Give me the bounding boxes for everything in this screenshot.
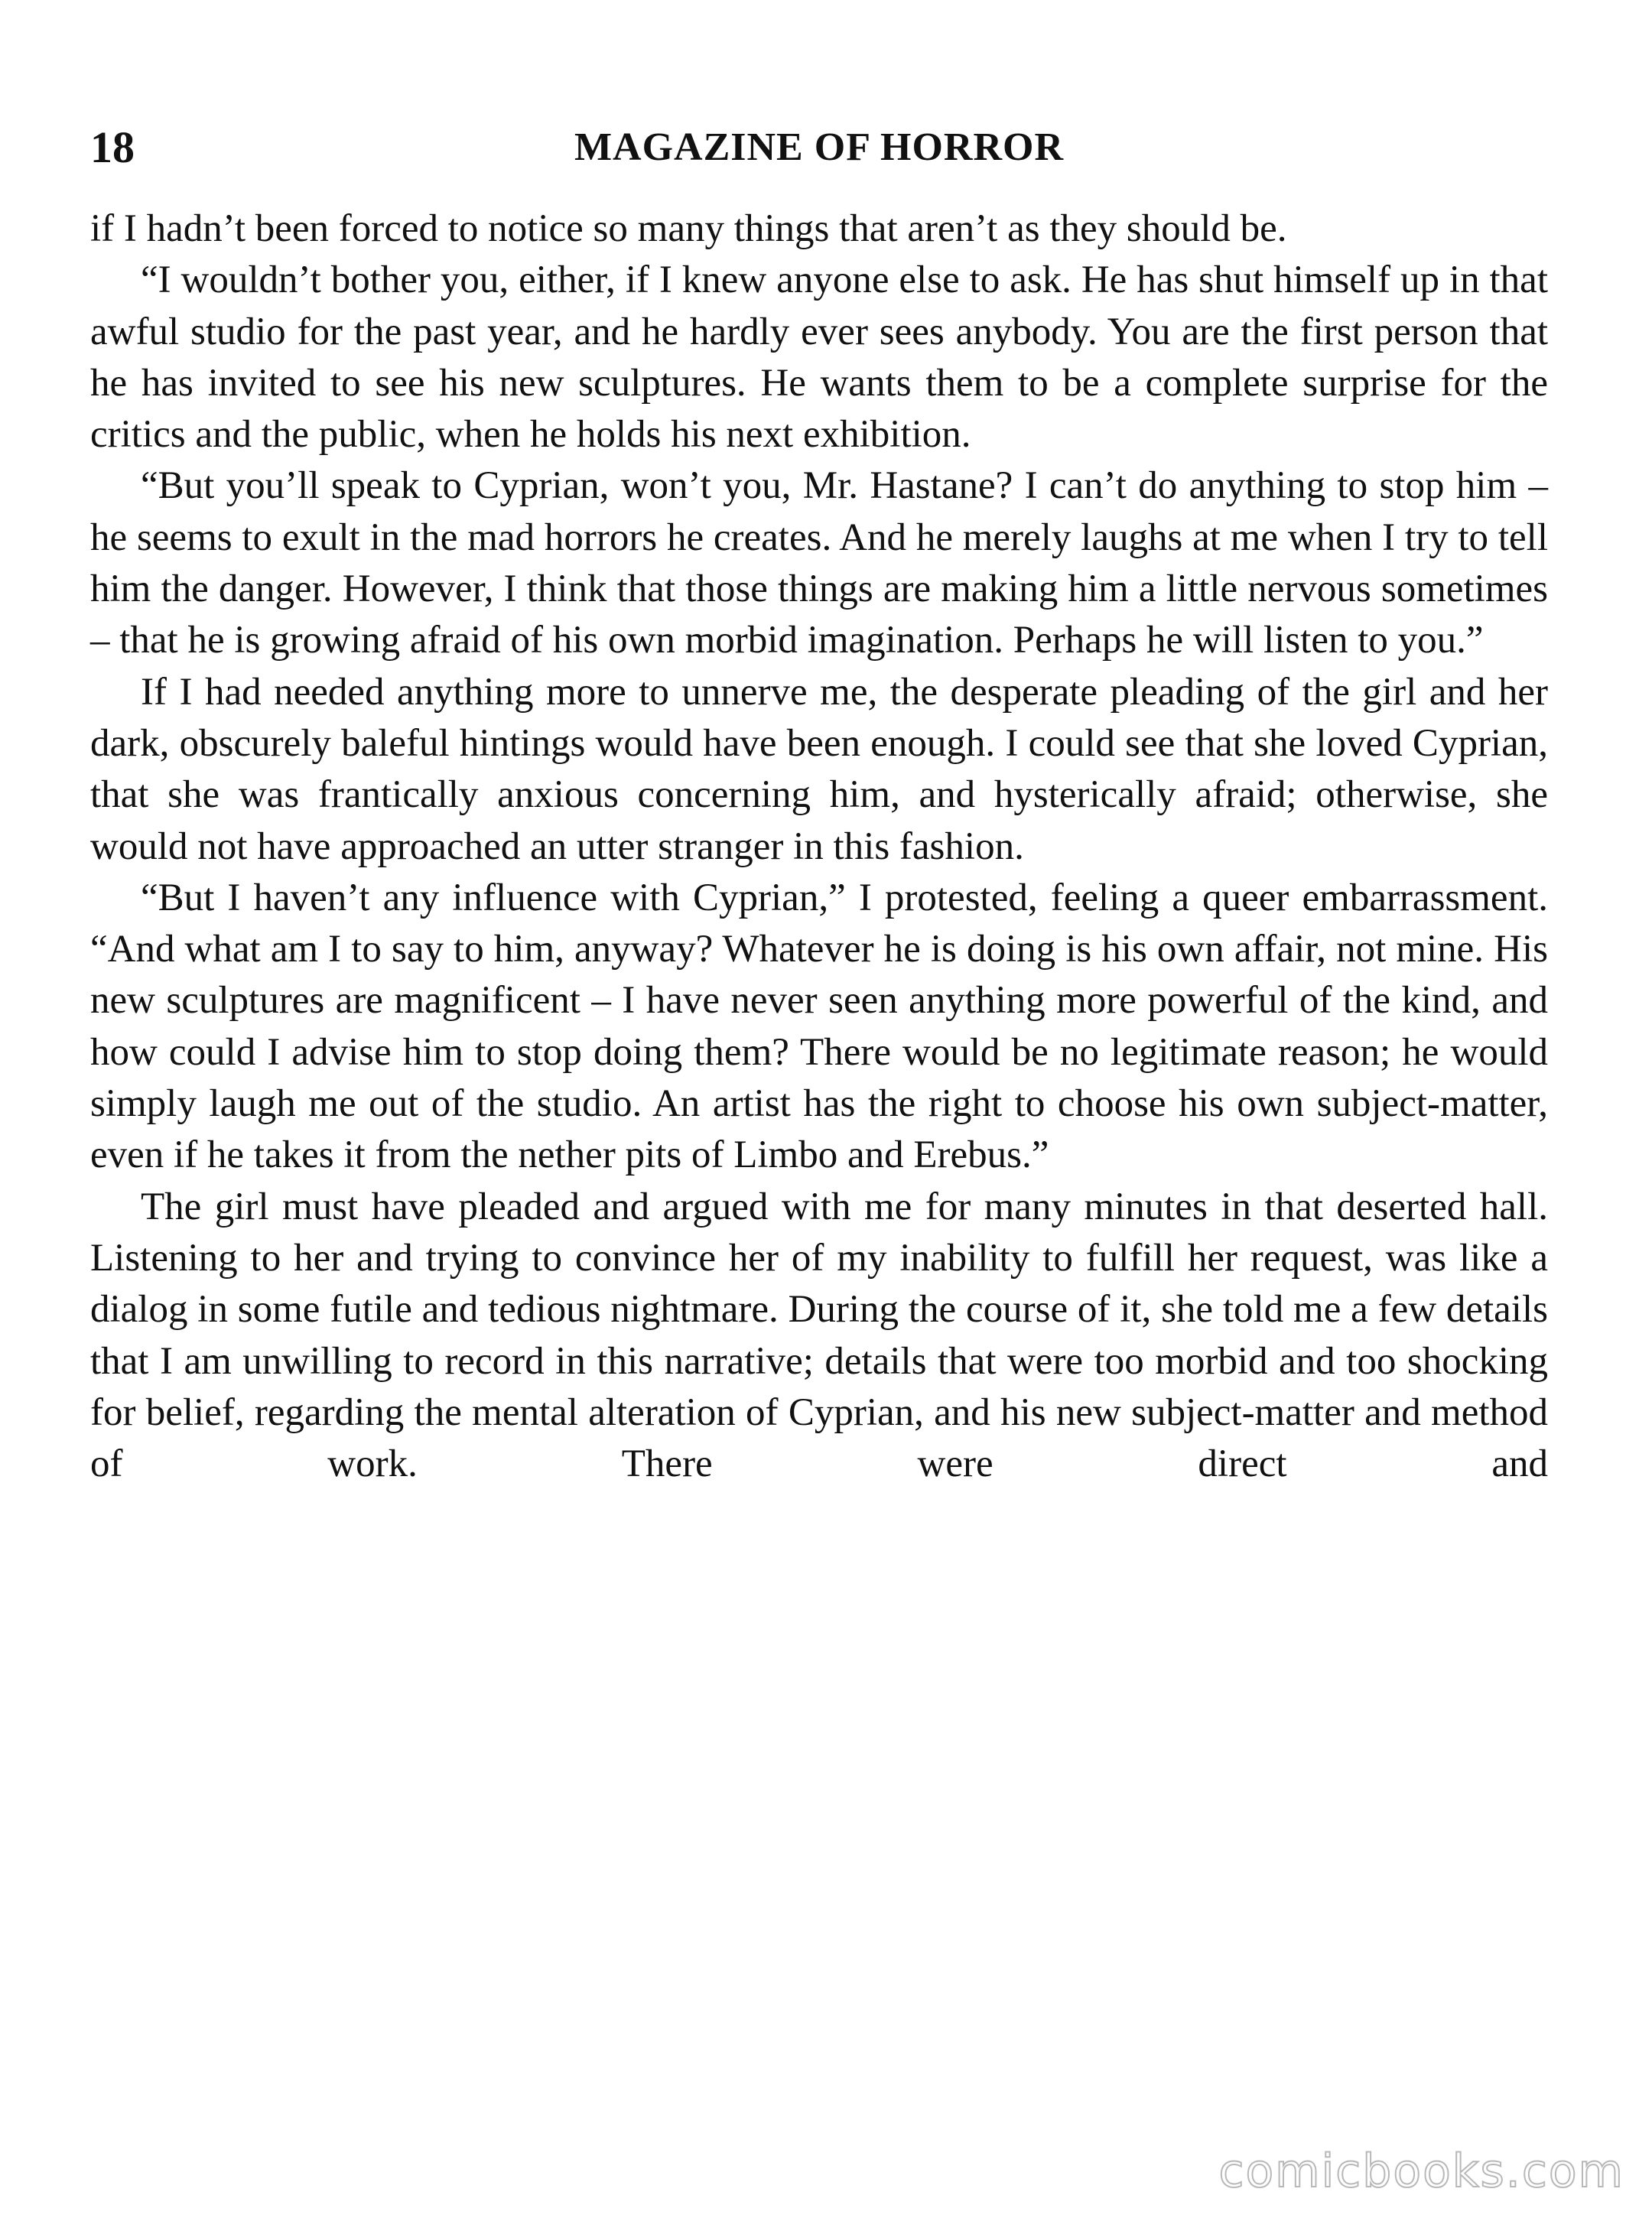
paragraph-5: “But I haven’t any influence with Cyprian,” I protested, feeling a queer embarrassment. “And what am I to say to him, anyway? Whatever he is doing is his own affair, not mine. His new sculptures are magnificent – I have never seen anything more powerful of the kind, and how could I advise him to stop doing them? There would be no legitimate reason; he would simply laugh me out of the studio. An artist has the right to choose his own subject-matter, even if he takes it from the nether pits of Limbo and Erebus.” <box>90 876 1548 1177</box>
paragraph-4: If I had needed anything more to unnerve me, the desperate pleading of the girl and her dark, obscurely baleful hintings would have been enough. I could see that she loved Cyprian, that she was frantically anxious concerning him, and hysterically afraid; otherwise, she would not have approached an utter stranger in this fashion. <box>90 670 1548 868</box>
watermark: comicbooks.com <box>1218 2145 1624 2198</box>
body-text <box>90 203 1548 1490</box>
paragraph-3: “But you’ll speak to Cyprian, won’t you, Mr. Hastane? I can’t do anything to stop him – he seems to exult in the mad horrors he creates. And he merely laughs at me when I try to tell him the danger. However, I think that those things are making him a little nervous sometimes – that he is growing afraid of his own morbid imagination. Perhaps he will listen to you.” <box>90 464 1548 662</box>
paragraph-6: The girl must have pleaded and argued with me for many minutes in that deserted hall. Listening to her and trying to convince her of my inability to fulfill her request, was like a dialog in some futile and tedious nightmare. During the course of it, she told me a few details that I am unwilling to record in this narrative; details that were too morbid and too shocking for belief, regarding the mental alteration of Cyprian, and his new subject-matter and method of work. There were direct and <box>90 1185 1548 1486</box>
paragraph-2: “I wouldn’t bother you, either, if I knew anyone else to ask. He has shut himself up in that awful studio for the past year, and he hardly ever sees anybody. You are the first person that he has invited to see his new sculptures. He wants them to be a complete surprise for the critics and the public, when he holds his next exhibition. <box>90 259 1548 457</box>
page-number: 18 <box>90 122 135 172</box>
running-title: MAGAZINE OF HORROR <box>574 125 1065 169</box>
page-header <box>90 121 1548 174</box>
paragraph-1: if I hadn’t been forced to notice so many things that aren’t as they should be. <box>90 207 1287 250</box>
